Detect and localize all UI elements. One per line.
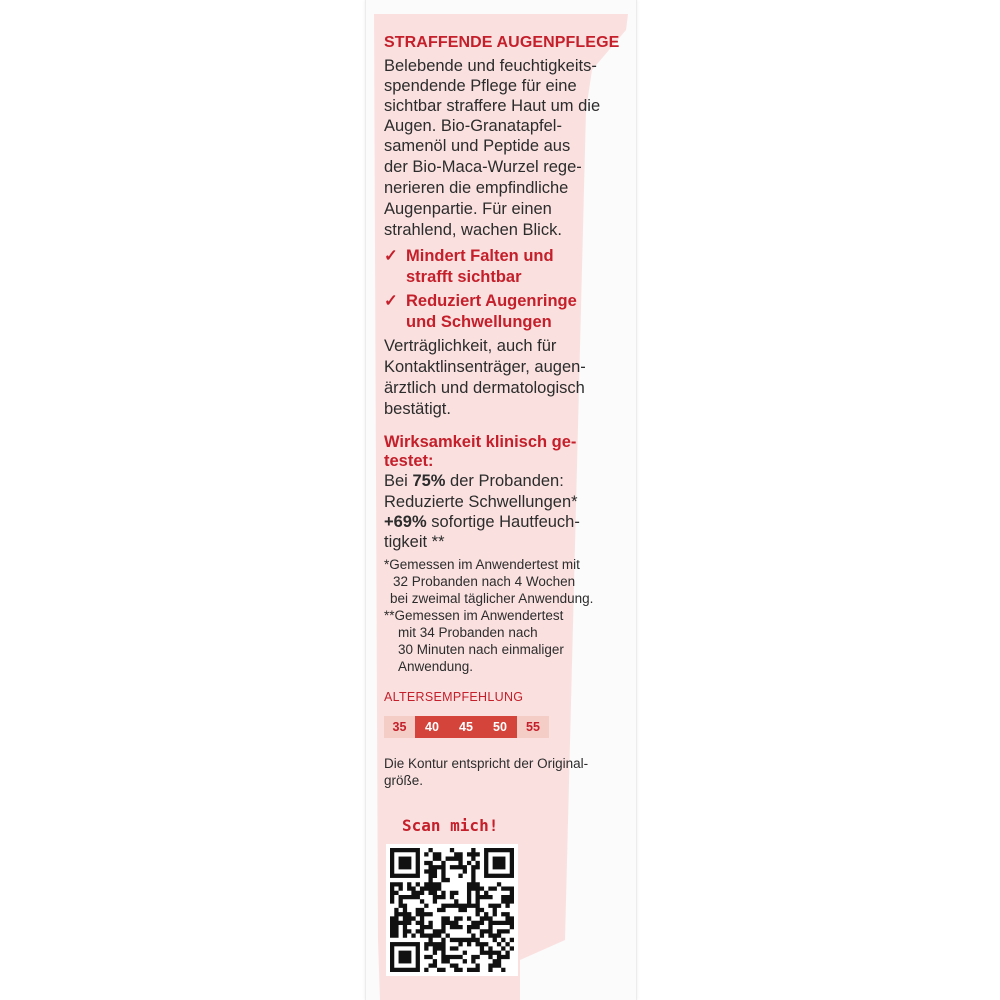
description-line: strahlend, wachen Blick. bbox=[384, 221, 562, 239]
checkmark-icon: ✓ bbox=[384, 292, 398, 310]
percent-75: 75% bbox=[412, 472, 446, 490]
tolerance-line: Kontaktlinsenträger, augen- bbox=[384, 358, 586, 376]
footnote-line: 32 Probanden nach 4 Wochen bbox=[393, 574, 576, 589]
footnote-line: mit 34 Probanden nach bbox=[398, 625, 538, 640]
benefit-line: Mindert Falten und bbox=[406, 247, 554, 265]
clinical-result-line: Reduzierte Schwellungen* bbox=[384, 493, 578, 511]
checkmark-icon: ✓ bbox=[384, 247, 398, 265]
footnote-line: *Gemessen im Anwendertest mit bbox=[384, 557, 580, 572]
scan-me-label: Scan mich! bbox=[402, 816, 499, 835]
benefit-line: und Schwellungen bbox=[406, 313, 552, 331]
contour-note-line: größe. bbox=[384, 773, 424, 788]
age-35: 35 bbox=[384, 716, 415, 738]
benefit-line: strafft sichtbar bbox=[406, 268, 522, 286]
age-50: 50 bbox=[483, 716, 517, 738]
product-title: STRAFFENDE AUGENPFLEGE bbox=[384, 34, 620, 51]
age-40: 40 bbox=[415, 716, 449, 738]
footnote-line: 30 Minuten nach einmaliger bbox=[398, 642, 564, 657]
qr-finder-square bbox=[399, 951, 412, 964]
qr-finder-square bbox=[493, 857, 506, 870]
clinical-heading: Wirksamkeit klinisch ge- bbox=[384, 433, 577, 451]
footnote-line: Anwendung. bbox=[398, 659, 474, 674]
description-line: Belebende und feuchtigkeits- bbox=[384, 57, 597, 75]
qr-code-graphic bbox=[386, 844, 518, 976]
contour-note-line: Die Kontur entspricht der Original- bbox=[384, 756, 589, 771]
tolerance-line: ärztlich und dermatologisch bbox=[384, 379, 585, 397]
age-45: 45 bbox=[449, 716, 483, 738]
tolerance-line: Verträglichkeit, auch für bbox=[384, 337, 557, 355]
description-line: Augen. Bio-Granatapfel- bbox=[384, 117, 562, 135]
age-recommendation-bar bbox=[384, 716, 549, 738]
description-line: nerieren die empfindliche bbox=[384, 179, 569, 197]
description-line: der Bio-Maca-Wurzel rege- bbox=[384, 158, 582, 176]
footnote-line: **Gemessen im Anwendertest bbox=[384, 608, 564, 623]
clinical-heading: testet: bbox=[384, 452, 434, 470]
description-line: sichtbar straffere Haut um die bbox=[384, 97, 601, 115]
qr-code[interactable] bbox=[386, 844, 518, 976]
percent-69: +69% bbox=[384, 513, 427, 531]
clinical-result-line: tigkeit ** bbox=[384, 533, 445, 551]
age-55: 55 bbox=[517, 716, 549, 738]
benefit-line: Reduziert Augenringe bbox=[406, 292, 577, 310]
tolerance-line: bestätigt. bbox=[384, 400, 451, 418]
description-line: samenöl und Peptide aus bbox=[384, 137, 571, 155]
age-recommendation-label: ALTERSEMPFEHLUNG bbox=[384, 690, 524, 704]
description-line: spendende Pflege für eine bbox=[384, 77, 577, 95]
footnote-line: bei zweimal täglicher Anwendung. bbox=[390, 591, 594, 606]
qr-finder-square bbox=[399, 857, 412, 870]
clinical-result-line: +69% sofortige Hautfeuch- bbox=[384, 513, 580, 531]
clinical-result-line: Bei 75% der Probanden: bbox=[384, 472, 564, 490]
description-line: Augenpartie. Für einen bbox=[384, 200, 552, 218]
